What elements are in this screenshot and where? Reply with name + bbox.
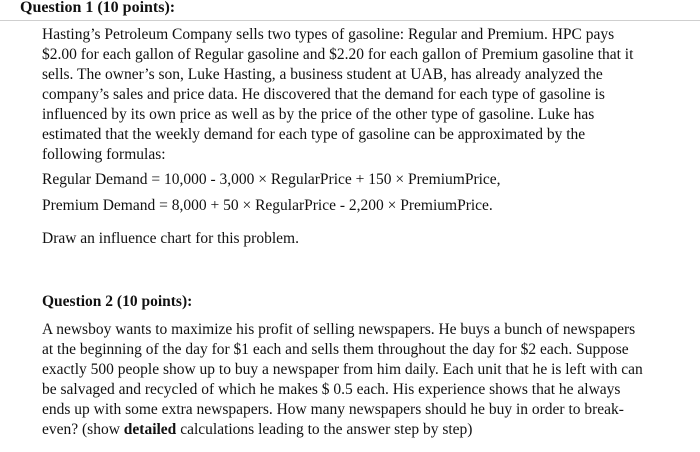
regular-demand-formula: Regular Demand = 10,000 - 3,000 × RegularPrice + 150 × PremiumPrice, [42, 171, 501, 188]
question-2-heading: Question 2 (10 points): [42, 293, 193, 310]
last-line-prefix: even? (show [42, 421, 124, 438]
question-1-line: company’s sales and price data. He discovered that the demand for each type of gasoline is [42, 86, 605, 103]
question-1-line: Hasting’s Petroleum Company sells two types of gasoline: Regular and Premium. HPC pays [42, 26, 615, 43]
question-2-line: A newsboy wants to maximize his profit of selling newspapers. He buys a bunch of newspapers [42, 321, 636, 338]
question-1-line: influenced by its own price as well as by the price of the other type of gasoline. Luke has [42, 106, 595, 123]
question-1-instruction: Draw an influence chart for this problem. [42, 230, 299, 247]
question-1-line: sells. The owner’s son, Luke Hasting, a business student at UAB, has already analyzed the [42, 66, 603, 83]
question-2-line: exactly 500 people show up to buy a newspaper from him daily. Each unit that he is left with can [42, 361, 643, 378]
question-2-line: at the beginning of the day for $1 each and sells them throughout the day for $2 each. Suppose [42, 341, 629, 358]
premium-demand-formula: Premium Demand = 8,000 + 50 × RegularPrice - 2,200 × PremiumPrice. [42, 197, 493, 214]
question-1-heading: Question 1 (10 points): [20, 0, 176, 16]
last-line-suffix: calculations leading to the answer step by step) [176, 421, 473, 438]
demand-formulas [42, 167, 682, 219]
emphasis-detailed: detailed [123, 421, 177, 438]
divider [0, 20, 700, 21]
question-2-line: be salvaged and recycled of which he makes $ 0.5 each. His experience shows that he always [42, 381, 621, 398]
question-1-line: $2.00 for each gallon of Regular gasoline and $2.20 for each gallon of Premium gasoline that it [42, 46, 634, 63]
question-1-body [42, 25, 682, 165]
question-1-line: estimated that the weekly demand for each type of gasoline can be approximated by the [42, 126, 586, 143]
question-1-line: following formulas: [42, 146, 166, 163]
question-2-line: ends up with some extra newspapers. How many newspapers should he buy in order to break- [42, 401, 624, 418]
question-2-last-line [42, 420, 682, 440]
question-2-body [42, 320, 682, 440]
